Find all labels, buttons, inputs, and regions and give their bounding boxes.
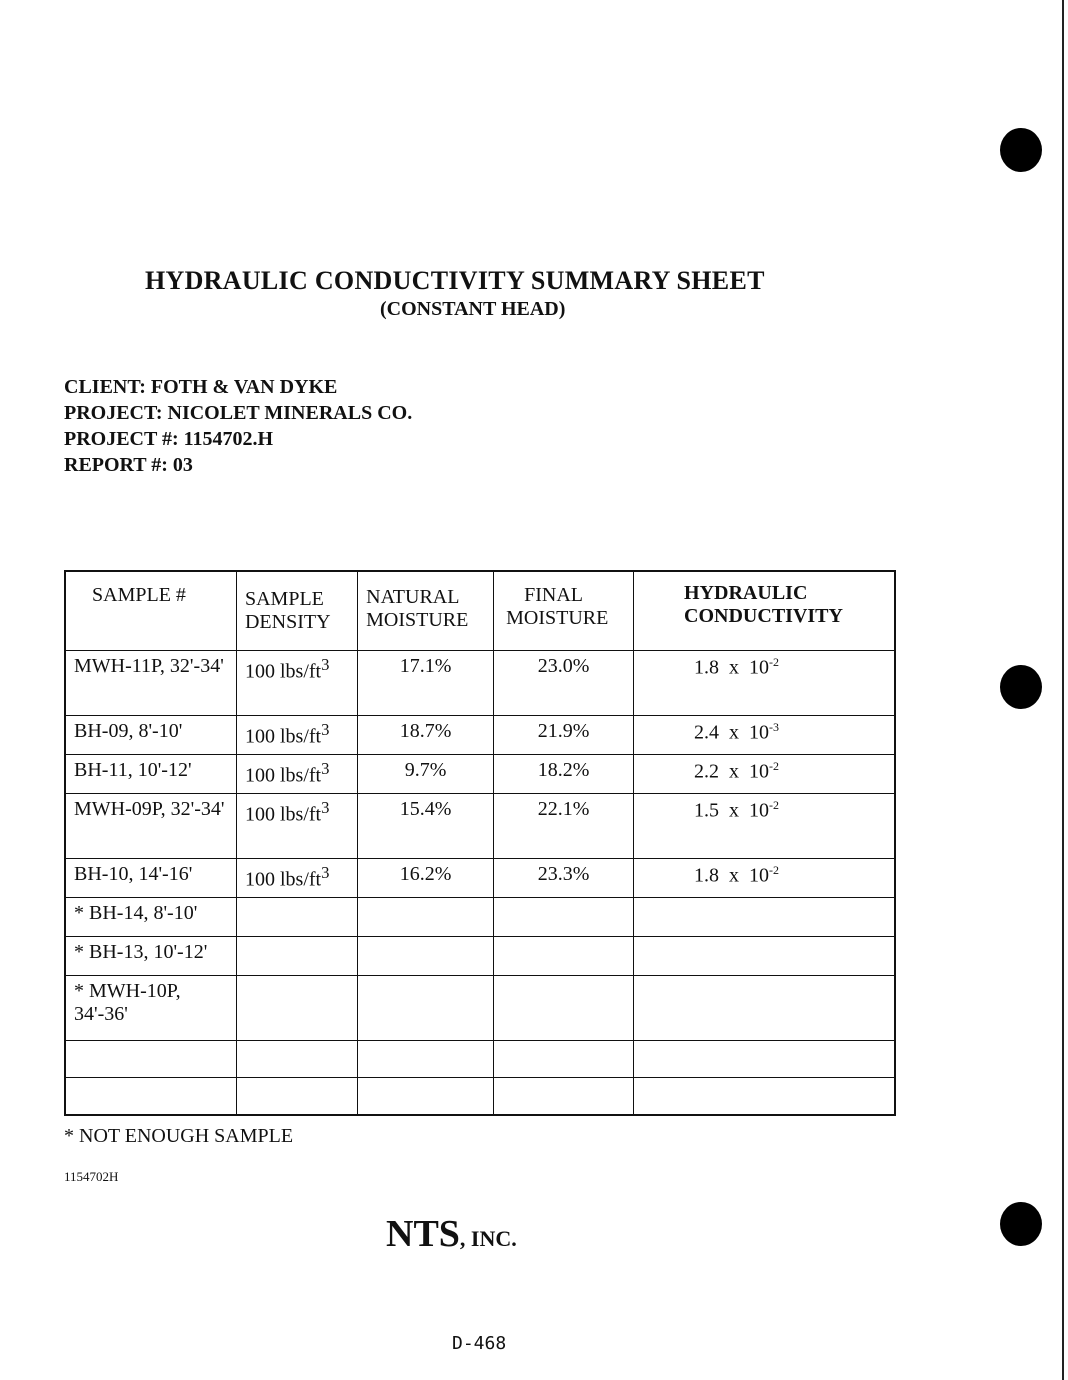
cell-density: 100 lbs/$ft^3$ [236,755,357,794]
table-row-empty [65,1041,895,1078]
cell-sample: * BH-13, 10'-12' [65,937,236,976]
cell-sample: * BH-14, 8'-10' [65,898,236,937]
cell-empty [358,1041,494,1078]
table-row [65,651,895,716]
summary-table [64,570,896,1116]
header-density: SAMPLE DENSITY [236,571,357,651]
cell-natural-moisture: 16.2% [358,859,494,898]
table-row [65,755,895,794]
cell-empty [236,1078,357,1116]
footnote: * NOT ENOUGH SAMPLE [64,1125,294,1147]
table-row [65,794,895,859]
header-hydraulic-conductivity: HYDRAULIC CONDUCTIVITY [634,571,895,651]
cell-empty [634,1041,895,1078]
cell-hydraulic-conductivity: 1.8 x $10^{-2}$ [634,859,895,898]
cell-natural-moisture: 15.4% [358,794,494,859]
table-row [65,898,895,937]
cell-final-moisture: 23.0% [494,651,634,716]
report-number-line: REPORT #: 03 [64,454,193,476]
company-suffix: , INC. [459,1226,517,1251]
project-number-line: PROJECT #: 1154702.H [64,428,274,450]
punch-hole-top [1000,128,1042,172]
cell-density: 100 lbs/$ft^3$ [236,794,357,859]
cell-sample: BH-10, 14'-16' [65,859,236,898]
cell-empty [236,1041,357,1078]
cell-sample: BH-11, 10'-12' [65,755,236,794]
cell-final-moisture [494,898,634,937]
cell-hydraulic-conductivity: 2.4 x $10^{-3}$ [634,716,895,755]
table-header-row [65,571,895,651]
cell-empty [634,1078,895,1116]
page-number: D-468 [452,1333,507,1354]
page-subtitle: (CONSTANT HEAD) [380,298,566,320]
cell-sample: BH-09, 8'-10' [65,716,236,755]
cell-sample: * MWH-10P, 34'-36' [65,976,236,1041]
punch-hole-bottom [1000,1202,1042,1246]
cell-empty [358,1078,494,1116]
file-reference: 1154702H [64,1169,119,1184]
table-row [65,716,895,755]
cell-final-moisture [494,937,634,976]
cell-final-moisture: 21.9% [494,716,634,755]
cell-density [236,937,357,976]
cell-hydraulic-conductivity [634,898,895,937]
cell-final-moisture: 18.2% [494,755,634,794]
table-row-empty [65,1078,895,1116]
cell-natural-moisture: 17.1% [358,651,494,716]
table-row [65,859,895,898]
cell-natural-moisture [358,976,494,1041]
cell-final-moisture: 23.3% [494,859,634,898]
cell-hydraulic-conductivity [634,937,895,976]
cell-sample: MWH-11P, 32'-34' [65,651,236,716]
cell-hydraulic-conductivity: 1.8 x $10^{-2}$ [634,651,895,716]
cell-empty [494,1078,634,1116]
cell-final-moisture [494,976,634,1041]
cell-density [236,976,357,1041]
cell-natural-moisture: 9.7% [358,755,494,794]
cell-natural-moisture: 18.7% [358,716,494,755]
table-row [65,976,895,1041]
header-natural-moisture: NATURAL MOISTURE [358,571,494,651]
table-row [65,937,895,976]
cell-natural-moisture [358,937,494,976]
project-line: PROJECT: NICOLET MINERALS CO. [64,402,413,424]
punch-hole-middle [1000,665,1042,709]
cell-empty [65,1078,236,1116]
client-line: CLIENT: FOTH & VAN DYKE [64,376,338,398]
cell-density: 100 lbs/$ft^3$ [236,859,357,898]
cell-final-moisture: 22.1% [494,794,634,859]
company-name [386,1212,517,1256]
company-main: NTS [386,1213,460,1255]
cell-density [236,898,357,937]
cell-hydraulic-conductivity: 2.2 x $10^{-2}$ [634,755,895,794]
page-edge-line [1062,0,1064,1380]
cell-empty [65,1041,236,1078]
cell-empty [494,1041,634,1078]
cell-density: 100 lbs/$ft^3$ [236,716,357,755]
cell-natural-moisture [358,898,494,937]
header-sample: SAMPLE # [65,571,236,651]
cell-sample: MWH-09P, 32'-34' [65,794,236,859]
cell-hydraulic-conductivity: 1.5 x $10^{-2}$ [634,794,895,859]
page-title: HYDRAULIC CONDUCTIVITY SUMMARY SHEET [145,266,765,295]
header-final-moisture: FINAL MOISTURE [494,571,634,651]
cell-hydraulic-conductivity [634,976,895,1041]
cell-density: 100 lbs/$ft^3$ [236,651,357,716]
